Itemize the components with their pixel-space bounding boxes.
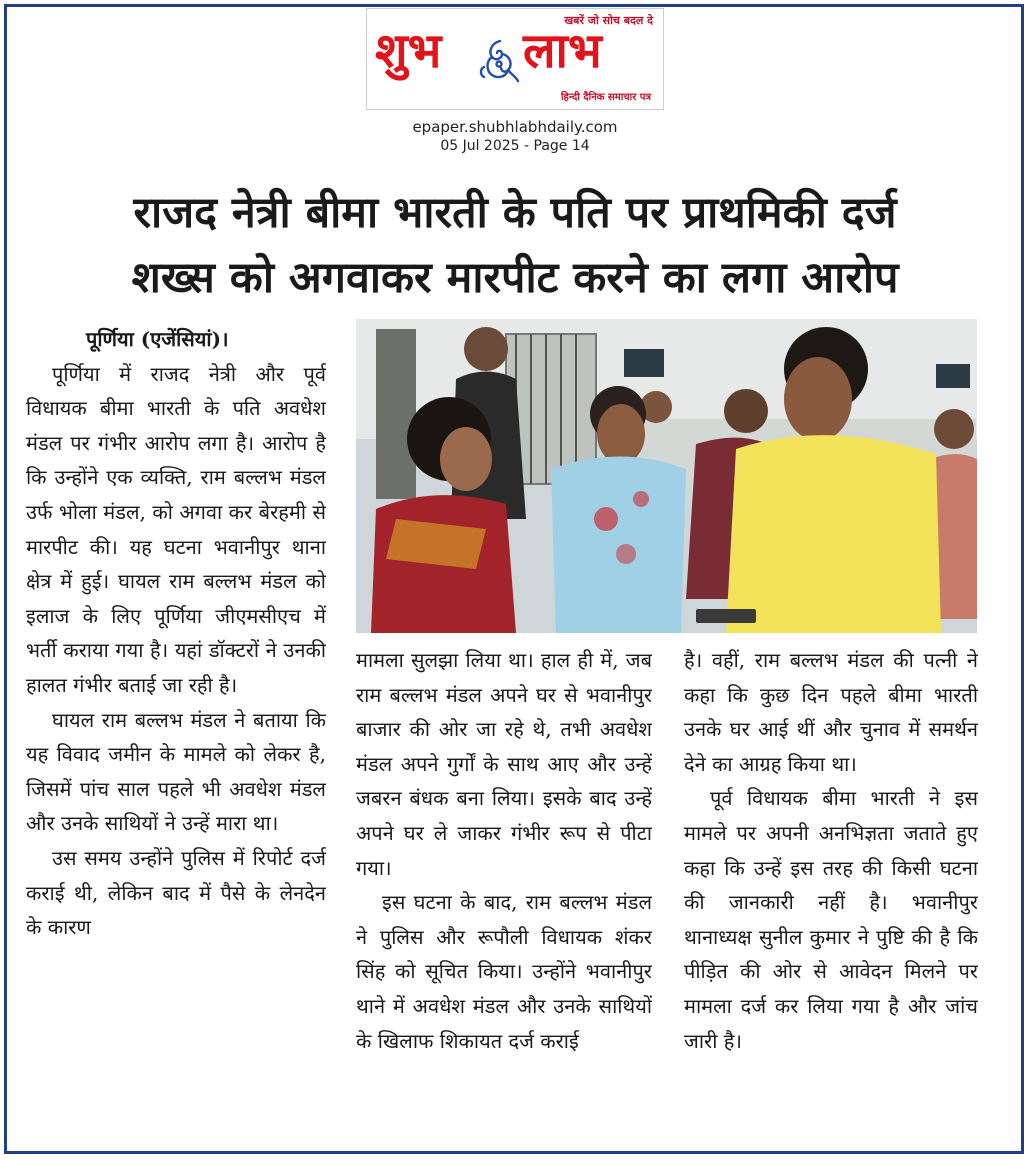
article-paragraph: मामला सुलझा लिया था। हाल ही में, जब राम बल्लभ मंडल अपने घर से भवानीपुर बाजार की ओर जा रहे थे, तभी अवधेश मंडल अपने गुर्गों के साथ आए और उन्हें जबरन बंधक बना लिया। इसके बाद उन्हें अपने घर ले जाकर गंभीर रूप से पीटा गया।: [356, 648, 652, 880]
news-photo-illustration: [356, 319, 977, 633]
date-page-line: 05 Jul 2025 - Page 14: [440, 138, 590, 154]
masthead-tagline: खबरें जो सोच बदल दे: [564, 14, 653, 27]
article-paragraph: है। वहीं, राम बल्लभ मंडल की पत्नी ने कहा कि कुछ दिन पहले बीमा भारती उनके घर आई थीं और चुनाव में समर्थन देने का आग्रह किया था।: [684, 648, 978, 776]
article-column-middle: [356, 643, 652, 1153]
article-paragraph: पूर्णिया में राजद नेत्री और पूर्व विधायक बीमा भारती के पति अवधेश मंडल पर गंभीर आरोप लगा है। आरोप है कि उन्होंने एक व्यक्ति, राम बल्लभ मंडल उर्फ भोला मंडल, को अगवा कर बेरहमी से मारपीट की। यह घटना भवानीपुर थाना क्षेत्र में हुई। घायल राम बल्लभ मंडल को इलाज के लिए पूर्णिया जीएमसीएच में भर्ती कराया गया है। यहां डॉक्टरों ने उनकी हालत गंभीर बताई जा रही है।: [26, 361, 326, 697]
article-paragraph: इस घटना के बाद, राम बल्लभ मंडल ने पुलिस और रूपौली विधायक शंकर सिंह को सूचित किया। उन्होंने भवानीपुर थाने में अवधेश मंडल और उनके साथियों के खिलाफ शिकायत दर्ज कराई: [356, 890, 652, 1053]
headline-line-2: शख्स को अगवाकर मारपीट करने का लगा आरोप: [131, 253, 899, 303]
headline-line-1: राजद नेत्री बीमा भारती के पति पर प्राथमिकी दर्ज: [133, 188, 897, 238]
article-paragraph: पूर्व विधायक बीमा भारती ने इस मामले पर अपनी अनभिज्ञता जताते हुए कहा कि उन्हें इस तरह की किसी घटना की जानकारी नहीं है। भवानीपुर थानाध्यक्ष सुनील कुमार ने पुष्टि की है कि पीड़ित की ओर से आवेदन मिलने पर मामला दर्ज कर लिया गया है और जांच जारी है।: [684, 786, 978, 1053]
article-paragraph: घायल राम बल्लभ मंडल ने बताया कि यह विवाद जमीन के मामले को लेकर है, जिसमें पांच साल पहले भी अवधेश मंडल और उनके साथियों ने उन्हें मारा था।: [26, 707, 326, 836]
source-url: epaper.shubhlabhdaily.com: [412, 118, 618, 136]
ganesha-icon: [478, 37, 522, 85]
masthead-logo: [366, 8, 664, 110]
news-photo: [356, 319, 977, 633]
article-dateline: पूर्णिया (एजेंसियां)।: [86, 327, 229, 351]
brand-word-left: शुभ: [375, 23, 442, 79]
article-column-left: [26, 322, 326, 1152]
article-column-right: [684, 643, 978, 1153]
masthead-subtag: हिन्दी दैनिक समाचार पत्र: [560, 92, 651, 103]
brand-word-right: लाभ: [523, 23, 602, 79]
article-paragraph: उस समय उन्होंने पुलिस में रिपोर्ट दर्ज कराई थी, लेकिन बाद में पैसे के लेनदेन के कारण: [26, 845, 326, 940]
